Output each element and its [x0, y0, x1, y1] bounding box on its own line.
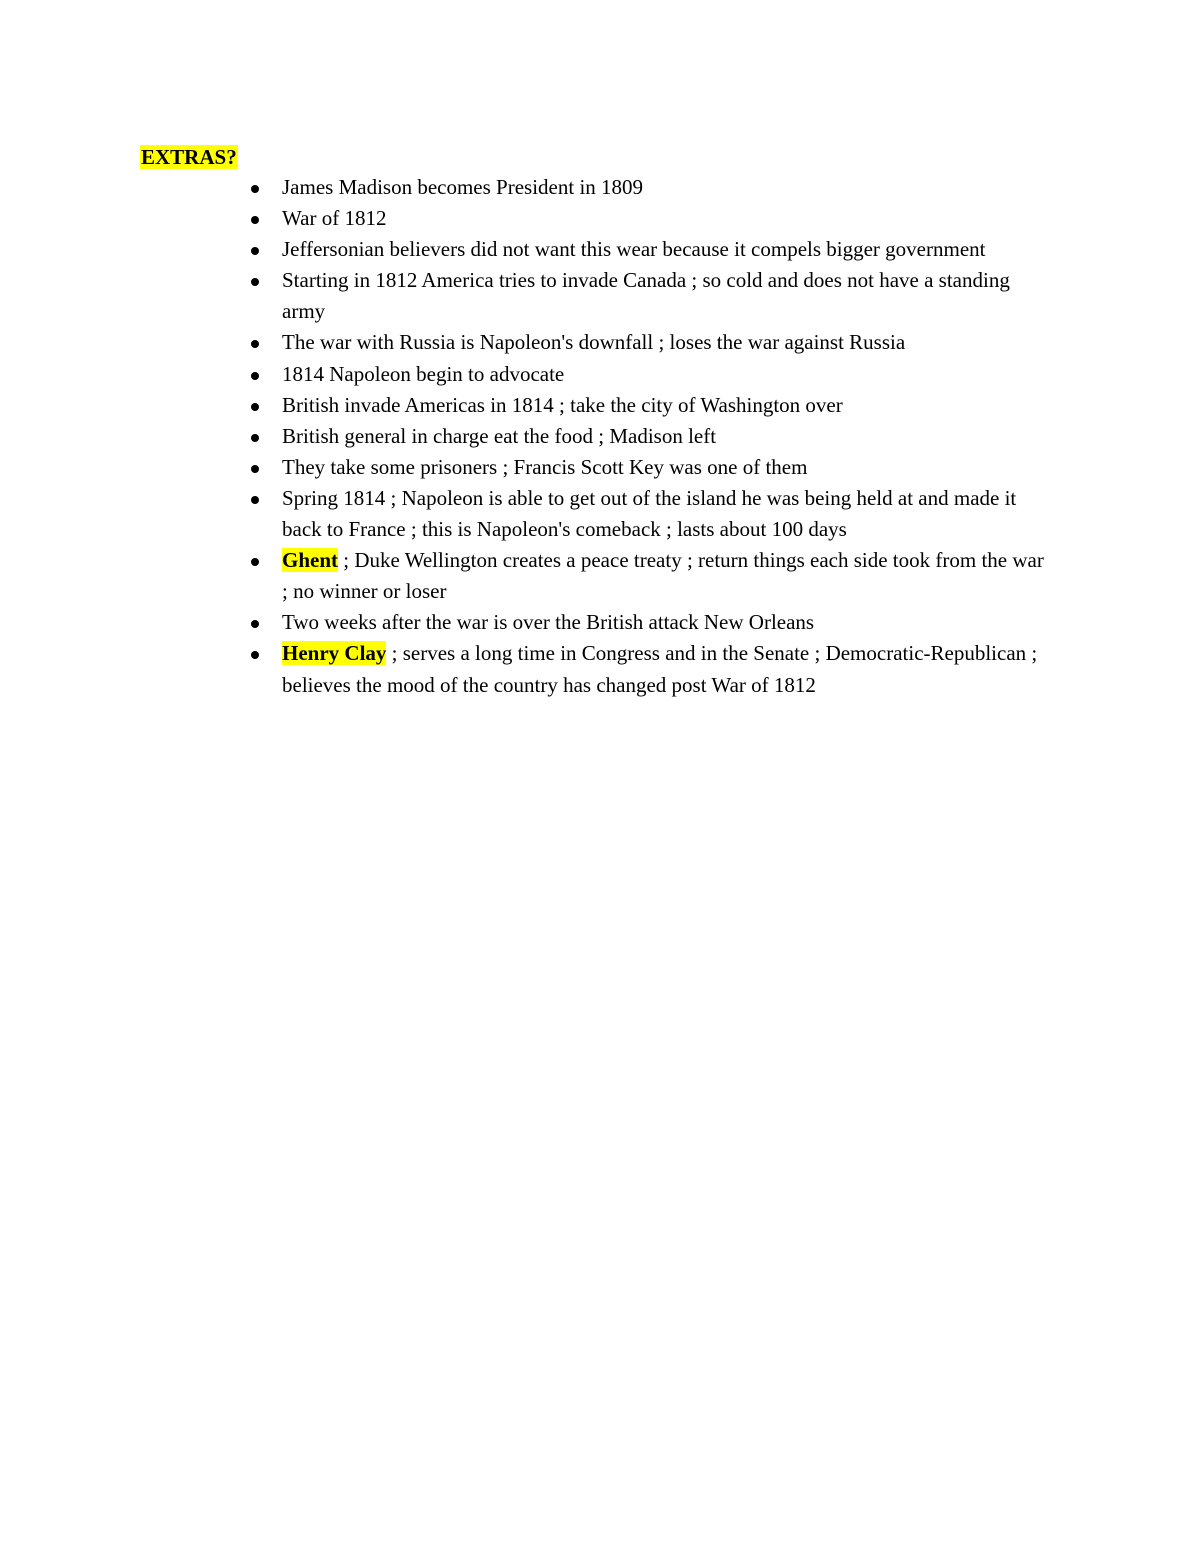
bullet-icon: [251, 620, 259, 628]
item-text: They take some prisoners ; Francis Scott Key was one of them: [282, 454, 808, 479]
item-text: James Madison becomes President in 1809: [282, 175, 644, 199]
key-term: Ghent: [282, 548, 339, 573]
item-text: Two weeks after the war is over the British attack New Orleans: [282, 610, 815, 635]
item-text: ; serves a long time in Congress and in the Senate ; Democratic-Republican ; believes the mood of the country has changed post War of 1812: [282, 641, 1038, 697]
list-item: [282, 545, 1052, 607]
bullet-icon: [251, 496, 259, 504]
list-item: [282, 452, 1052, 483]
item-text: Starting in 1812 America tries to invade Canada ; so cold and does not have a standing army: [282, 268, 1010, 324]
bullet-icon: [251, 247, 259, 255]
bullet-icon: [251, 372, 259, 380]
list-item: [282, 265, 1052, 327]
item-text: British invade Americas in 1814 ; take the city of Washington over: [282, 392, 843, 417]
list-item: [282, 607, 1052, 638]
key-term: Henry Clay: [282, 641, 387, 666]
bullet-icon: [251, 185, 259, 193]
item-text: War of 1812: [282, 206, 387, 231]
heading-highlight: EXTRAS?: [141, 145, 237, 169]
section-heading: [140, 142, 238, 172]
list-item: [282, 234, 1052, 265]
list-item: [282, 483, 1052, 545]
bullet-icon: [251, 651, 259, 659]
bullet-icon: [251, 434, 259, 442]
list-item: [282, 359, 1052, 390]
list-item: [282, 327, 1052, 358]
bullet-icon: [251, 216, 259, 224]
item-text: ; Duke Wellington creates a peace treaty ; return things each side took from the war ; no winner or loser: [282, 548, 1044, 604]
notes-list: [282, 172, 1052, 701]
list-item: [282, 421, 1052, 452]
item-text: The war with Russia is Napoleon's downfall ; loses the war against Russia: [282, 330, 906, 355]
list-item: [282, 638, 1052, 700]
bullet-icon: [251, 403, 259, 411]
item-text: British general in charge eat the food ; Madison left: [282, 423, 717, 448]
list-item: [282, 172, 1052, 203]
list-item: [282, 203, 1052, 234]
item-text: Jeffersonian believers did not want this wear because it compels bigger government: [282, 237, 986, 262]
list-item: [282, 390, 1052, 421]
item-text: 1814 Napoleon begin to advocate: [282, 361, 565, 386]
bullet-icon: [251, 558, 259, 566]
bullet-icon: [251, 278, 259, 286]
item-text: Spring 1814 ; Napoleon is able to get out of the island he was being held at and made it back to France ; this is Napoleon's comeback ; lasts about 100 days: [282, 485, 1017, 542]
bullet-icon: [251, 465, 259, 473]
bullet-icon: [251, 340, 259, 348]
